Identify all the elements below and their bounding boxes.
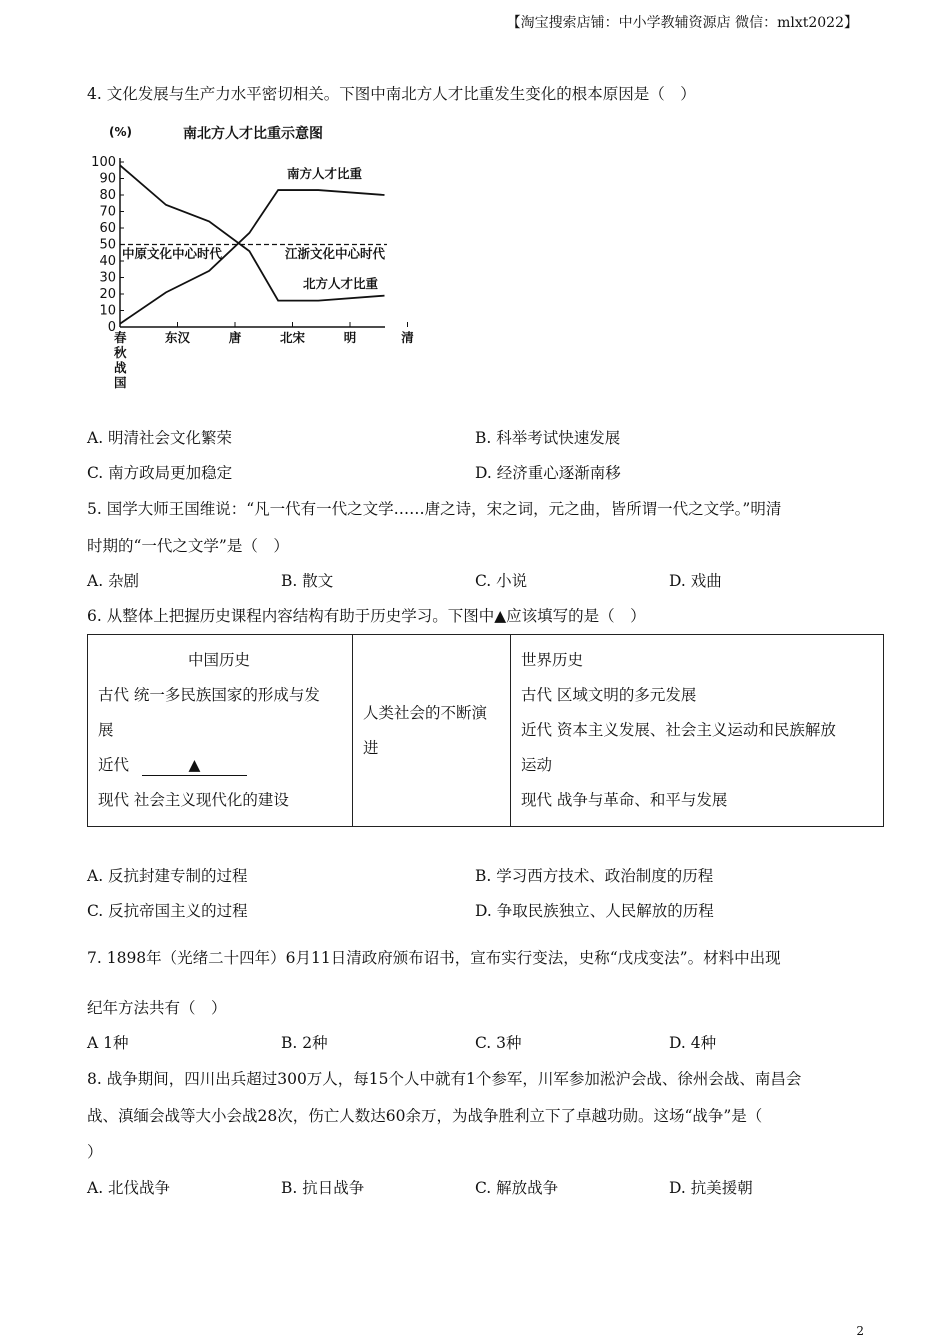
- q8-stem-line1: 8. 战争期间，四川出兵超过300万人，每15个人中就有1个参军，川军参加淞沪会战、徐州会战、南昌会: [87, 1070, 802, 1088]
- annotation-central-plains: 中原文化中心时代: [122, 246, 223, 261]
- q8-stem-line2: 战、滇缅会战等大小会战28次，伤亡人数达60余万，为战争胜利立下了卓越功勋。这场“战争”是（: [87, 1107, 763, 1125]
- x-tick-label: 北宋: [279, 330, 306, 345]
- q7-stem-line1: 7. 1898年（光绪二十四年）6月11日清政府颁布诏书，宣布实行变法，史称“戊戌变法”。材料中出现: [87, 949, 781, 967]
- y-tick-label: 60: [99, 221, 116, 236]
- center-line2: 进: [363, 738, 379, 757]
- china-history-title: 中国历史: [188, 651, 251, 669]
- q5-option-c[interactable]: C. 小说: [475, 572, 528, 590]
- china-modern-label: 近代: [98, 756, 130, 774]
- q4-option-b[interactable]: B. 科举考试快速发展: [475, 429, 621, 447]
- q6-option-d[interactable]: D. 争取民族独立、人民解放的历程: [475, 902, 714, 920]
- china-ancient-line1: 古代 统一多民族国家的形成与发: [98, 686, 320, 704]
- q8-option-b[interactable]: B. 抗日战争: [281, 1179, 365, 1197]
- x-tick-label: 清: [401, 330, 414, 345]
- q7-option-d[interactable]: D. 4种: [669, 1034, 717, 1052]
- y-tick-label: 80: [99, 188, 116, 203]
- world-ancient: 古代 区域文明的多元发展: [521, 686, 697, 704]
- world-modern-line2: 运动: [521, 756, 553, 774]
- table-cell-china: [88, 635, 353, 827]
- history-structure-table: [87, 634, 884, 827]
- table-cell-center: [353, 635, 511, 827]
- talent-ratio-chart: [91, 118, 415, 398]
- q8-option-d[interactable]: D. 抗美援朝: [669, 1179, 753, 1197]
- q5-option-a[interactable]: A. 杂剧: [87, 572, 140, 590]
- chart-ylabel: (%): [109, 125, 132, 139]
- center-line1: 人类社会的不断演: [363, 703, 488, 722]
- y-tick-label: 100: [91, 155, 116, 170]
- table-cell-world: [511, 635, 884, 827]
- q6-option-b[interactable]: B. 学习西方技术、政治制度的历程: [475, 867, 714, 885]
- q7-option-b[interactable]: B. 2种: [281, 1034, 328, 1052]
- y-tick-label: 40: [99, 254, 116, 269]
- chart-title: 南北方人才比重示意图: [183, 126, 323, 142]
- y-tick-label: 0: [107, 320, 116, 335]
- q4-option-a[interactable]: A. 明清社会文化繁荣: [87, 429, 233, 447]
- y-tick-label: 70: [99, 204, 116, 220]
- x-tick-label: 唐: [228, 330, 242, 345]
- q8-option-c[interactable]: C. 解放战争: [475, 1179, 559, 1197]
- y-tick-label: 30: [99, 270, 116, 286]
- triangle-blank: ▲: [142, 755, 247, 776]
- q6-option-a[interactable]: A. 反抗封建专制的过程: [87, 867, 248, 885]
- world-history-title: 世界历史: [521, 651, 584, 669]
- q5-option-b[interactable]: B. 散文: [281, 572, 334, 590]
- y-tick-label: 90: [99, 171, 116, 187]
- world-contemporary: 现代 战争与革命、和平与发展: [521, 791, 728, 809]
- q5-stem-line1: 5. 国学大师王国维说：“凡一代有一代之文学……唐之诗，宋之词，元之曲，皆所谓一代之文学。”明清: [87, 500, 782, 518]
- page-number: 2: [856, 1324, 864, 1338]
- y-tick-label: 50: [99, 237, 116, 253]
- q4-stem: 4. 文化发展与生产力水平密切相关。下图中南北方人才比重发生变化的根本原因是（ ）: [87, 85, 696, 103]
- q5-stem-line2: 时期的“一代之文学”是（ ）: [87, 537, 289, 555]
- x-tick-label: 春秋战国: [114, 330, 127, 390]
- y-tick-label: 10: [99, 303, 116, 319]
- annotation-jiangzhe: 江浙文化中心时代: [285, 246, 386, 261]
- q6-option-c[interactable]: C. 反抗帝国主义的过程: [87, 902, 248, 920]
- q5-option-d[interactable]: D. 戏曲: [669, 572, 722, 590]
- header-banner: 【淘宝搜索店铺：中小学教辅资源店 微信：mlxt2022】: [506, 15, 858, 31]
- china-ancient-line2: 展: [98, 721, 114, 739]
- q4-option-d[interactable]: D. 经济重心逐渐南移: [475, 464, 621, 482]
- x-tick-label: 明: [343, 330, 357, 345]
- q8-option-a[interactable]: A. 北伐战争: [87, 1179, 171, 1197]
- q7-option-c[interactable]: C. 3种: [475, 1034, 522, 1052]
- x-tick-label: 东汉: [164, 330, 191, 345]
- series-label-north: 北方人才比重: [303, 276, 379, 291]
- q7-option-a[interactable]: A 1种: [87, 1034, 129, 1052]
- y-tick-label: 20: [99, 287, 116, 302]
- china-contemporary: 现代 社会主义现代化的建设: [98, 791, 289, 809]
- q6-stem: 6. 从整体上把握历史课程内容结构有助于历史学习。下图中▲应该填写的是（ ）: [87, 607, 646, 625]
- q8-stem-line3: ）: [87, 1143, 103, 1161]
- world-modern-line1: 近代 资本主义发展、社会主义运动和民族解放: [521, 721, 836, 739]
- q7-stem-line2: 纪年方法共有（ ）: [87, 999, 227, 1017]
- china-modern-row: [98, 748, 342, 783]
- series-label-south: 南方人才比重: [287, 166, 363, 181]
- q4-option-c[interactable]: C. 南方政局更加稳定: [87, 464, 233, 482]
